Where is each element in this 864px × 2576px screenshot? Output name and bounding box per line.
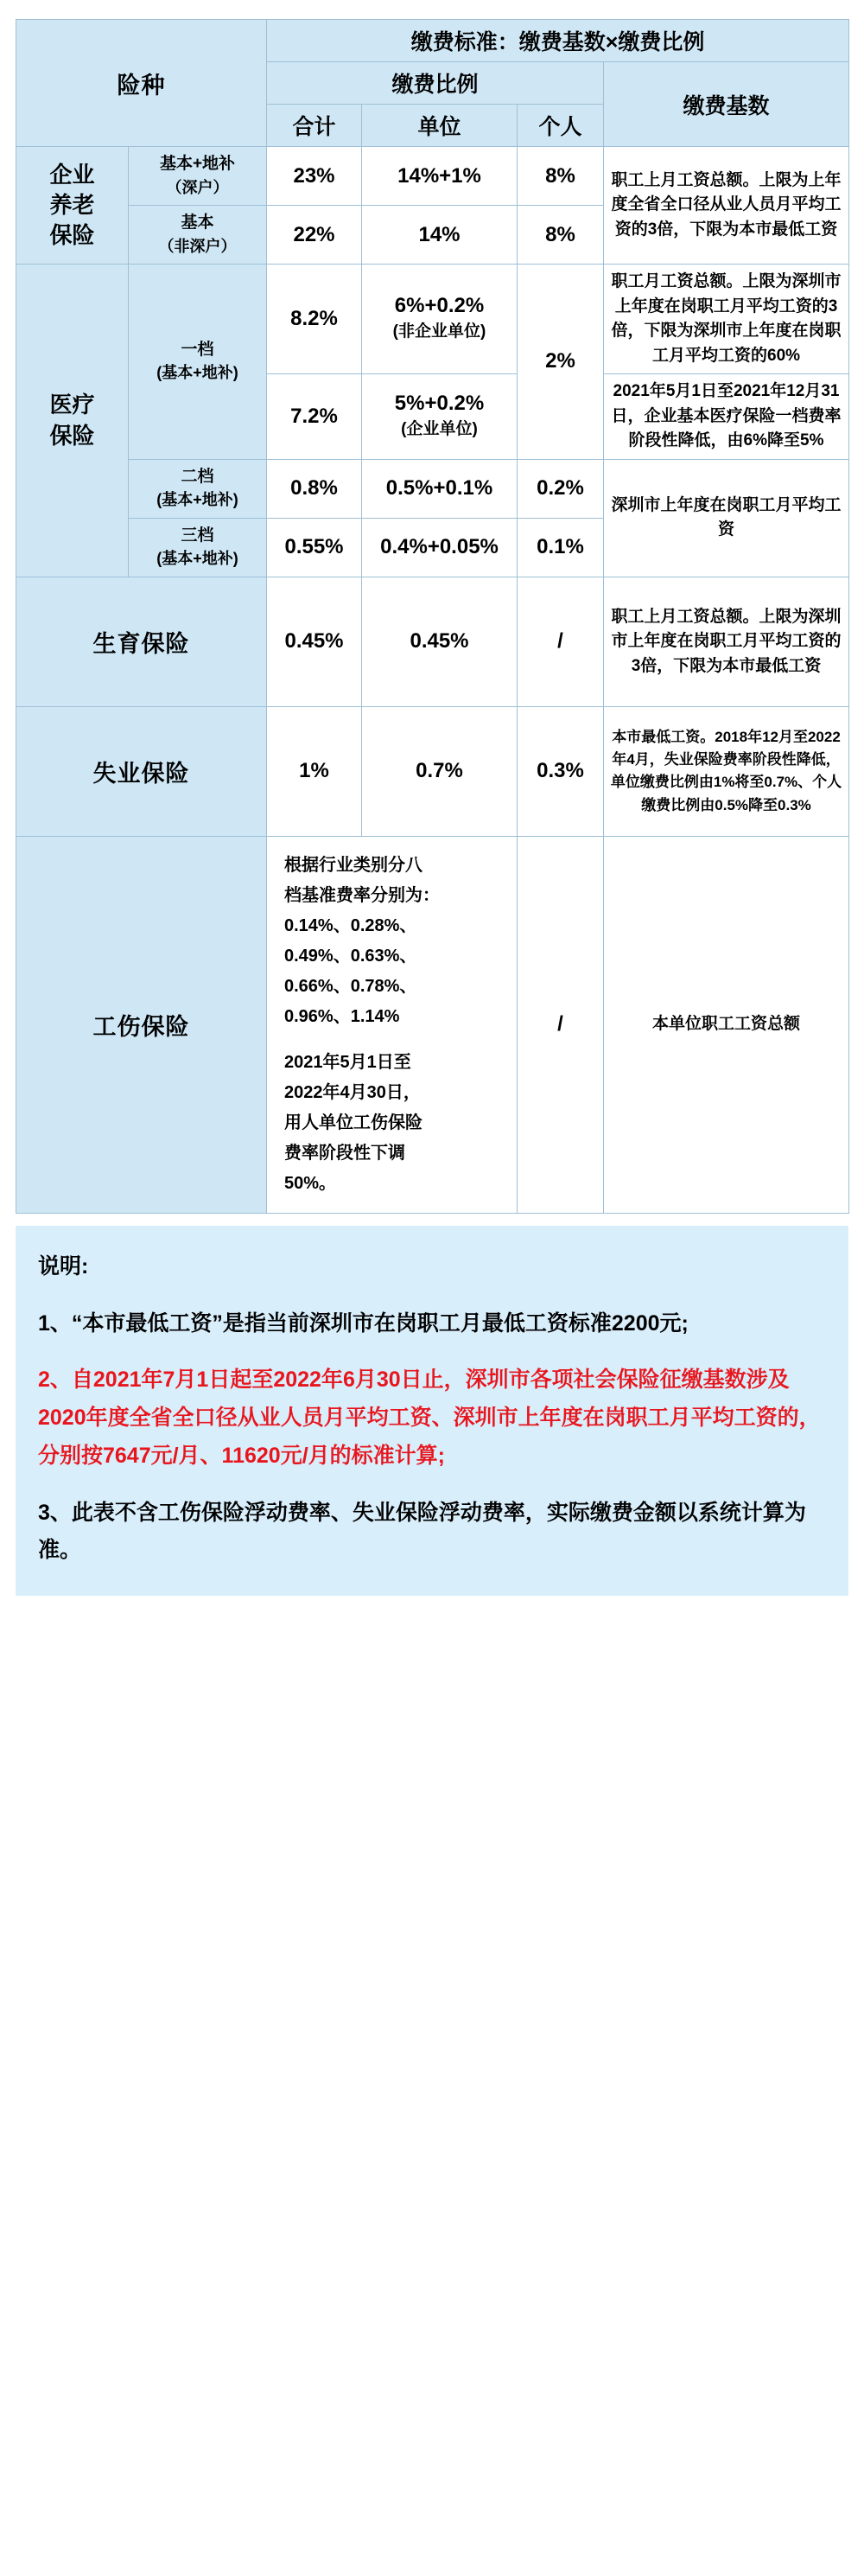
cell-total: 8.2%: [267, 265, 362, 374]
cell-base-medical-policy: 2021年5月1日至2021年12月31日，企业基本医疗保险一档费率阶段性降低，由6%降至5%: [604, 374, 849, 460]
rate-line: 0.96%、1.14%: [284, 1006, 400, 1026]
cell-employer: 0.7%: [362, 706, 518, 836]
rate-line: 根据行业类别分八: [284, 855, 422, 875]
rate-note-line: 费率阶段性下调: [284, 1143, 405, 1163]
sub-label-line2: （深户）: [166, 178, 229, 196]
note-item-3: 3、此表不含工伤保险浮动费率、失业保险浮动费率，实际缴费金额以系统计算为准。: [38, 1500, 806, 1563]
header-base: 缴费基数: [604, 62, 849, 147]
sub-label-line1: 基本+地补: [159, 155, 236, 173]
header-rate-group: 缴费比例: [267, 62, 604, 105]
employer-rate-note: (非企业单位): [392, 322, 486, 341]
category-pension: 企业 养老 保险: [16, 147, 129, 265]
sub-medical-tier3: [129, 518, 267, 577]
notes-panel: [16, 1226, 848, 1596]
cell-total: 7.2%: [267, 374, 362, 460]
cell-total: 0.45%: [267, 577, 362, 706]
employer-rate: 5%+0.2%: [394, 391, 485, 415]
cell-total: 0.55%: [267, 518, 362, 577]
social-insurance-rate-table: [16, 19, 849, 1214]
cell-individual: 2%: [518, 265, 604, 460]
rate-line: 0.66%、0.78%、: [284, 976, 417, 996]
cell-employer: 0.45%: [362, 577, 518, 706]
cell-base-unemployment: 本市最低工资。2018年12月至2022年4月，失业保险费率阶段性降低，单位缴费比例由1%将至0.7%、个人缴费比例由0.5%降至0.3%: [604, 706, 849, 836]
category-unemployment: 失业保险: [16, 706, 267, 836]
sub-label-line2: （非深户）: [158, 237, 237, 255]
table-row: [16, 706, 849, 836]
rate-note-line: 用人单位工伤保险: [284, 1113, 422, 1132]
sub-label-line1: 一档: [181, 340, 214, 359]
category-maternity: 生育保险: [16, 577, 267, 706]
table-row: [16, 147, 849, 206]
rate-line: 0.14%、0.28%、: [284, 915, 417, 935]
cell-individual: 0.3%: [518, 706, 604, 836]
rate-note-line: 50%。: [284, 1173, 337, 1193]
sub-label-line1: 基本: [181, 214, 214, 233]
category-work-injury: 工伤保险: [16, 836, 267, 1213]
cell-individual: /: [518, 577, 604, 706]
note-item-1: 1、“本市最低工资”是指当前深圳市在岗职工月最低工资标准2200元;: [38, 1310, 689, 1336]
cell-total: 23%: [267, 147, 362, 206]
cell-individual: 8%: [518, 206, 604, 265]
cell-employer: 14%: [362, 206, 518, 265]
cell-employer: 14%+1%: [362, 147, 518, 206]
cell-base-medical-tier23: 深圳市上年度在岗职工月平均工资: [604, 459, 849, 577]
header-employer: 单位: [362, 105, 518, 147]
cell-individual: 0.2%: [518, 459, 604, 518]
rate-text-gap: [284, 1032, 503, 1048]
sub-label-line2: (基本+地补): [156, 491, 238, 509]
cell-employer: 0.4%+0.05%: [362, 518, 518, 577]
sub-label-line1: 三档: [181, 526, 214, 545]
table-header-row-1: [16, 20, 849, 62]
work-injury-rate-text: [272, 842, 511, 1208]
employer-rate-note: (企业单位): [401, 419, 478, 438]
cell-individual: /: [518, 836, 604, 1213]
cell-total: 1%: [267, 706, 362, 836]
page-root: [0, 19, 864, 1596]
header-individual: 个人: [518, 105, 604, 147]
table-row: [16, 836, 849, 1213]
cell-total: 22%: [267, 206, 362, 265]
table-row: [16, 459, 849, 518]
table-row: [16, 577, 849, 706]
rate-line: 档基准费率分别为：: [284, 885, 440, 905]
cell-employer: [362, 374, 518, 460]
cell-individual: 0.1%: [518, 518, 604, 577]
table-row: [16, 265, 849, 374]
category-medical: 医疗 保险: [16, 265, 129, 577]
cell-base-maternity: 职工上月工资总额。上限为深圳市上年度在岗职工月平均工资的3倍，下限为本市最低工资: [604, 577, 849, 706]
header-insurance-type: 险种: [16, 20, 267, 147]
cell-base-medical-tier1: 职工月工资总额。上限为深圳市上年度在岗职工月平均工资的3倍，下限为深圳市上年度在岗职工月平均工资的60%: [604, 265, 849, 374]
rate-note-line: 2022年4月30日，: [284, 1082, 421, 1102]
rate-line: 0.49%、0.63%、: [284, 946, 417, 966]
cell-work-injury-rates: [267, 836, 518, 1213]
header-total: 合计: [267, 105, 362, 147]
cell-base-pension: 职工上月工资总额。上限为上年度全省全口径从业人员月平均工资的3倍，下限为本市最低工资: [604, 147, 849, 265]
sub-label-line2: (基本+地补): [156, 550, 238, 568]
cell-employer: [362, 265, 518, 374]
employer-rate: 6%+0.2%: [394, 293, 485, 317]
sub-pension-basic: [129, 206, 267, 265]
cell-base-work-injury: 本单位职工工资总额: [604, 836, 849, 1213]
sub-medical-tier1: [129, 265, 267, 460]
notes-title: 说明:: [38, 1253, 89, 1278]
header-standard-title: 缴费标准：缴费基数×缴费比例: [267, 20, 849, 62]
sub-pension-basic-plus-local: [129, 147, 267, 206]
cell-total: 0.8%: [267, 459, 362, 518]
sub-label-line1: 二档: [181, 467, 214, 486]
sub-medical-tier2: [129, 459, 267, 518]
rate-note-line: 2021年5月1日至: [284, 1052, 411, 1072]
cell-individual: 8%: [518, 147, 604, 206]
cell-employer: 0.5%+0.1%: [362, 459, 518, 518]
sub-label-line2: (基本+地补): [156, 364, 238, 382]
note-item-2: 2、自2021年7月1日起至2022年6月30日止，深圳市各项社会保险征缴基数涉及2020年度全省全口径从业人员月平均工资、深圳市上年度在岗职工月平均工资的，分别按7647元/月、11620元/月的标准计算;: [38, 1368, 821, 1468]
